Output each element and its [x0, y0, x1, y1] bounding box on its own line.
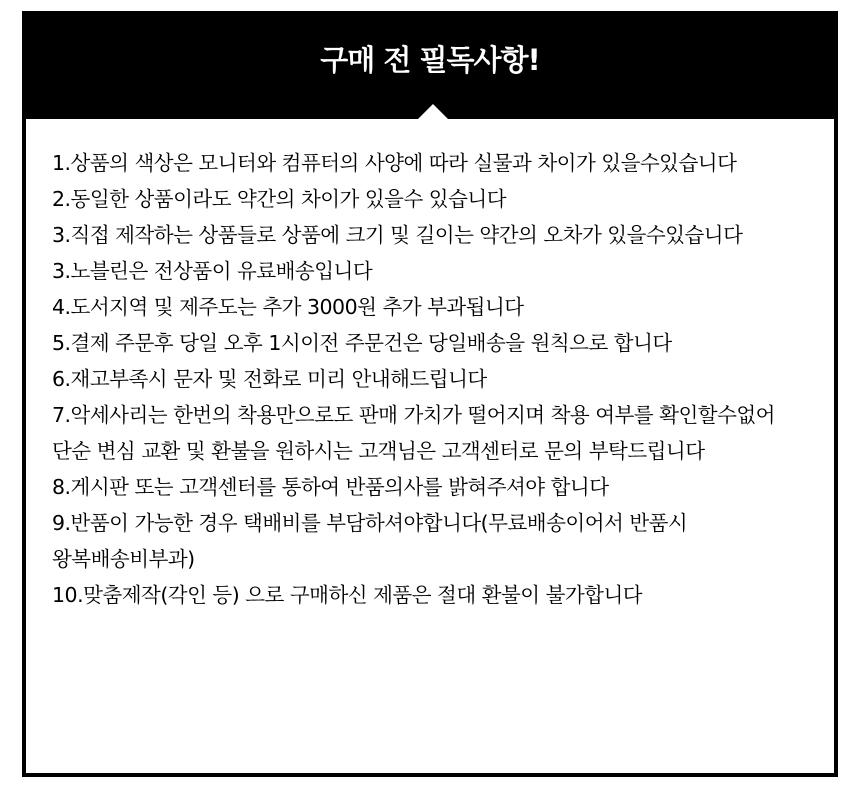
- notice-item-11: 10.맞춤제작(각인 등) 으로 구매하신 제품은 절대 환불이 불가합니다: [52, 583, 643, 607]
- notice-title: 구매 전 필독사항!: [320, 43, 540, 77]
- notice-item-6: 5.결제 주문후 당일 오후 1시이전 주문건은 당일배송을 원칙으로 합니다: [52, 331, 672, 355]
- notice-item-5: 4.도서지역 및 제주도는 추가 3000원 추가 부과됩니다: [52, 295, 524, 319]
- notice-item-1: 1.상품의 색상은 모니터와 컴퓨터의 사양에 따라 실물과 차이가 있을수있습니다: [52, 151, 737, 175]
- notice-item-4: 3.노블린은 전상품이 유료배송입니다: [52, 259, 373, 283]
- header-notch-arrow: [417, 104, 449, 120]
- notice-item-3: 3.직접 제작하는 상품들로 상품에 크기 및 길이는 약간의 오차가 있을수있습니다: [52, 223, 743, 247]
- notice-box: [22, 11, 838, 777]
- notice-list: [52, 145, 812, 613]
- notice-item-8: 7.악세사리는 한번의 착용만으로도 판매 가치가 떨어지며 착용 여부를 확인할수없어 단순 변심 교환 및 환불을 원하시는 고객님은 고객센터로 문의 부탁드립니다: [52, 403, 775, 463]
- notice-item-9: 8.게시판 또는 고객센터를 통하여 반품의사를 밝혀주셔야 합니다: [52, 475, 609, 499]
- notice-item-2: 2.동일한 상품이라도 약간의 차이가 있을수 있습니다: [52, 187, 507, 211]
- notice-header: [26, 15, 834, 119]
- notice-item-10: 9.반품이 가능한 경우 택배비를 부담하셔야합니다(무료배송이어서 반품시 왕복배송비부과): [52, 511, 688, 571]
- notice-item-7: 6.재고부족시 문자 및 전화로 미리 안내해드립니다: [52, 367, 487, 391]
